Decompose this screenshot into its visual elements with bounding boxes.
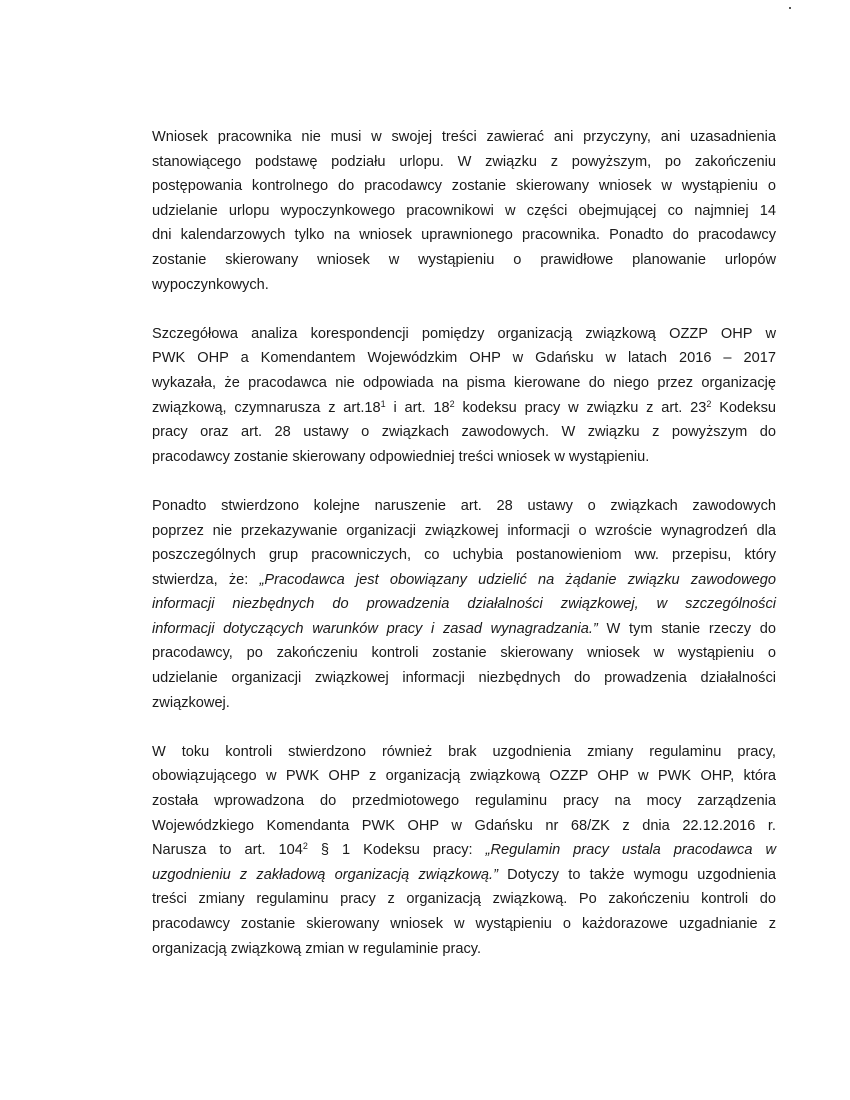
text-line: postępowania kontrolnego do pracodawcy zostanie skierowany wniosek w wystąpieniu o [152,178,776,195]
paragraph-1 [152,125,776,297]
text-line: zostanie skierowany wniosek w wystąpieniu o prawidłowe planowanie urlopów [152,251,776,268]
text-line: udzielanie urlopu wypoczynkowego pracownikowi w części obejmującej co najmniej 14 [152,202,776,219]
superscript: 2 [449,398,455,409]
text-line: udzielanie organizacji związkowej informacji niezbędnych do prowadzenia działalności [152,670,776,687]
text-run: związkową, czymnarusza z art.18 [152,399,381,416]
text-line: pracodawcy zostanie skierowany odpowiedniej treści wniosek w wystąpieniu. [152,448,650,465]
paragraph-3 [152,494,776,715]
paragraph-4 [152,740,776,961]
paragraph-2 [152,322,776,470]
text-line [152,396,776,421]
text-line: poprzez nie przekazywanie organizacji związkowej informacji o wzroście wynagrodzeń dla [152,522,776,539]
quote-text: informacji niezbędnych do prowadzenia działalności związkowej, w szczególności [152,596,776,613]
quote-text: „Pracodawca jest obowiązany udzielić na żądanie związku zawodowego [259,571,776,588]
superscript: 2 [302,841,308,852]
text-line: PWK OHP a Komendantem Wojewódzkim OHP w Gdańsku w latach 2016 – 2017 [152,350,776,367]
quote-text: uzgodnieniu z zakładową organizacją związkową.” [152,866,498,883]
text-run: W tym stanie rzeczy do [597,620,776,637]
text-line [152,838,776,863]
text-line [152,617,776,642]
text-line: Ponadto stwierdzono kolejne naruszenie art. 28 ustawy o związkach zawodowych [152,497,776,514]
text-run: Kodeksu [711,399,776,416]
text-line: stanowiącego podstawę podziału urlopu. W związku z powyższym, po zakończeniu [152,153,776,170]
text-run: kodeksu pracy w związku z art. 23 [454,399,707,416]
text-line: W toku kontroli stwierdzono również brak uzgodnienia zmiany regulaminu pracy, [152,743,776,760]
text-line: wykazała, że pracodawca nie odpowiada na pisma kierowane do niego przez organizację [152,374,776,391]
quote-text: „Regulamin pracy ustala pracodawca w [485,842,776,859]
text-line: obowiązującego w PWK OHP z organizacją związkową OZZP OHP w PWK OHP, która [152,768,776,785]
text-line: związkowej. [152,694,230,711]
superscript: 2 [706,398,712,409]
text-run: § 1 Kodeksu pracy: [307,842,486,859]
text-line: Wniosek pracownika nie musi w swojej treści zawierać ani przyczyny, ani uzasadnienia [152,129,776,145]
document-body [152,125,776,961]
text-run: stwierdza, że: [152,571,260,588]
scan-artifact [789,7,791,9]
text-line: organizacją związkową zmian w regulaminie pracy. [152,940,482,957]
text-line: została wprowadzona do przedmiotowego regulaminu pracy na mocy zarządzenia [152,793,776,810]
text-line: pracodawcy, po zakończeniu kontroli zostanie skierowany wniosek w wystąpieniu o [152,645,776,662]
text-line [152,592,776,617]
text-line [152,863,776,888]
superscript: 1 [380,398,386,409]
text-line: Szczegółowa analiza korespondencji pomiędzy organizacją związkową OZZP OHP w [152,325,776,342]
text-line: treści zmiany regulaminu pracy z organizacją związkową. Po zakończeniu kontroli do [152,891,776,908]
text-line: pracy oraz art. 28 ustawy o związkach zawodowych. W związku z powyższym do [152,424,776,441]
quote-text: informacji dotyczących warunków pracy i zasad wynagradzania.” [152,620,598,637]
text-line: pracodawcy zostanie skierowany wniosek w wystąpieniu o każdorazowe uzgadnianie z [152,916,776,932]
text-run: Narusza to art. 104 [152,842,303,859]
text-line: dni kalendarzowych tylko na wniosek uprawnionego pracownika. Ponadto do pracodawcy [152,227,776,244]
text-line: wypoczynkowych. [152,276,269,293]
text-line: Wojewódzkiego Komendanta PWK OHP w Gdańsku nr 68/ZK z dnia 22.12.2016 r. [152,817,776,834]
text-line: poszczególnych grup pracowniczych, co uchybia postanowieniom ww. przepisu, który [152,547,776,564]
text-run: Dotyczy to także wymogu uzgodnienia [497,866,777,883]
text-run: i art. 18 [385,399,450,416]
text-line [152,568,776,593]
